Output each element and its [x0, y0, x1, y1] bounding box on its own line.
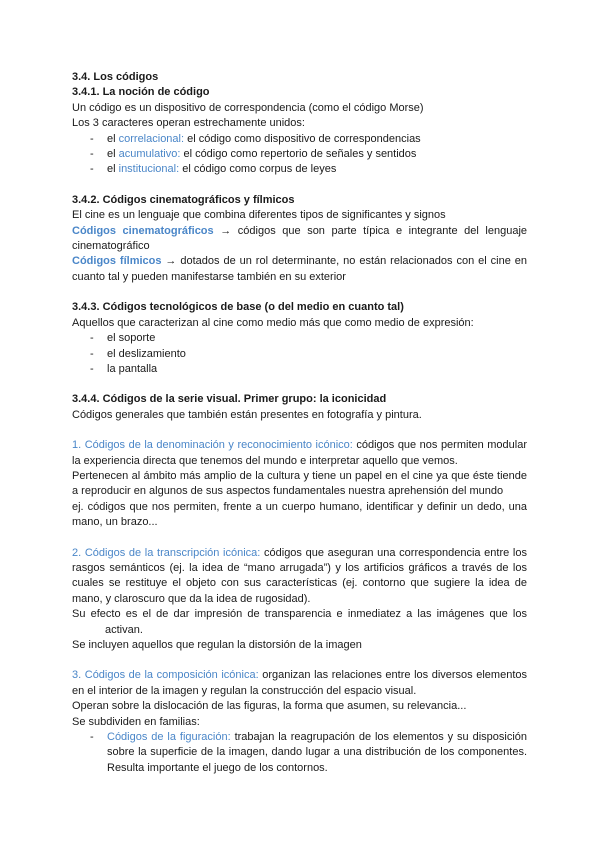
term: Códigos fílmicos — [72, 255, 162, 268]
paragraph: Un código es un dispositivo de correspondencia (como el código Morse) — [72, 101, 424, 114]
list-item: - el soporte — [90, 331, 527, 346]
term: 3. Códigos de la composición icónica: — [72, 669, 259, 682]
list-item: - el institucional: el código como corpus de leyes — [90, 162, 527, 177]
subsection-title: 3.4.2. Códigos cinematográficos y fílmicos — [72, 193, 295, 206]
paragraph-line: Se incluyen aquellos que regulan la distorsión de la imagen — [72, 639, 362, 651]
code-block-1: 1. Códigos de la denominación y reconocimiento icónico: códigos que nos permiten modular la experiencia directa que tenemos del mundo e interpretar aquello que vemos. Pertenecen al ámbito más amplio de la cultura y tiene un papel en el cine ya que éste tiende a reproducir en algunos de sus aspectos fundamentales nuestra aprehensión del mundo ej. códigos que nos permiten, frente a un cuerpo humano, identificar y definir un dedo, una mano, un brazo... — [72, 438, 527, 530]
term: Códigos de la figuración: — [107, 731, 231, 744]
paragraph: Códigos fílmicos → dotados de un rol determinante, no están relacionados con el cine en — [72, 255, 527, 268]
paragraph: El cine es un lenguaje que combina diferentes tipos de significantes y signos — [72, 209, 446, 222]
code-block-3: 3. Códigos de la composición icónica: organizan las relaciones entre los diversos elementos en el interior de la imagen y regulan la construcción del espacio visual. Operan sobre la dislocación de las figuras, la forma que asumen, su relevancia... Se subdividen en familias: - Códigos de la figuración: trabajan la reagrupación de los elementos y su disposición sobre la superficie de la imagen, dando lugar a una distribución de los componentes. Resulta importante el juego de los contornos. — [72, 668, 527, 776]
character-list — [72, 132, 527, 178]
paragraph-line: mano, un brazo... — [72, 516, 158, 529]
paragraph-line: a reproducir en algunos de sus aspectos fundamentales nuestra aprehensión del mundo — [72, 485, 504, 498]
subsection-title: 3.4.4. Códigos de la serie visual. Primer grupo: la iconicidad — [72, 393, 387, 406]
paragraph-line: cuanto tal y pueden manifestarse también en su exterior — [72, 270, 346, 283]
paragraph-line: cuales se restituye el objeto con sus características (ej. contorno que sugiere la idea de — [72, 577, 527, 590]
paragraph-line: la experiencia directa que tenemos del mundo e interpretar aquello que vemos. — [72, 454, 458, 467]
paragraph: Los 3 caracteres operan estrechamente unidos: — [72, 117, 305, 130]
paragraph-line: rasgos semánticos (ej. la idea de “mano arrugada”) y los artificios gráficos a través de los — [72, 561, 527, 574]
term: acumulativo: — [118, 148, 181, 161]
term: correlacional: — [118, 132, 185, 145]
list-item: - el deslizamiento — [90, 347, 527, 362]
paragraph-line: Operan sobre la dislocación de las figuras, la forma que asumen, su relevancia... — [72, 700, 467, 713]
paragraph: Aquellos que caracterizan al cine como medio más que como medio de expresión: — [72, 316, 474, 329]
term: 1. Códigos de la denominación y reconocimiento icónico: — [72, 439, 353, 452]
term: institucional: — [118, 163, 180, 176]
paragraph-line: mano, y claroscuro que da la idea de rugosidad). — [72, 592, 311, 605]
paragraph-line: activan. — [105, 623, 143, 636]
paragraph: Códigos cinematográficos → códigos que son parte típica e integrante del lenguaje — [72, 224, 527, 237]
list-item: - la pantalla — [90, 362, 527, 377]
term: Códigos cinematográficos — [72, 224, 214, 237]
paragraph-line: ej. códigos que nos permiten, frente a un cuerpo humano, identificar y definir un dedo, una — [72, 500, 527, 513]
paragraph-line: en el interior de la imagen y regulan la construcción del espacio visual. — [72, 684, 417, 697]
subsection-title: 3.4.1. La noción de código — [72, 86, 210, 99]
subsection-title: 3.4.3. Códigos tecnológicos de base (o del medio en cuanto tal) — [72, 301, 404, 314]
paragraph-line: sobre la superficie de la imagen, dando lugar a una distribución de los componentes. — [107, 746, 527, 759]
paragraph-line: Resulta importante el juego de los contornos. — [107, 761, 328, 774]
list-item: - Códigos de la figuración: trabajan la reagrupación de los elementos y su disposición sobre la superficie de la imagen, dando lugar a una distribución de los componentes. Resulta importante el juego de los contornos. — [90, 730, 527, 776]
paragraph: Códigos generales que también están presentes en fotografía y pintura. — [72, 408, 422, 421]
base-code-list — [72, 331, 527, 377]
list-item: - el correlacional: el código como dispositivo de correspondencias — [90, 132, 527, 147]
paragraph-line: Pertenecen al ámbito más amplio de la cultura y tiene un papel en el cine ya que éste tiende — [72, 469, 527, 482]
list-item: - el acumulativo: el código como repertorio de señales y sentidos — [90, 147, 527, 162]
term: 2. Códigos de la transcripción icónica: — [72, 546, 261, 559]
family-list — [72, 730, 527, 776]
code-block-2: 2. Códigos de la transcripción icónica: códigos que aseguran una correspondencia entre los rasgos semánticos (ej. la idea de “mano arrugada”) y los artificios gráficos a través de los cuales se restituye el objeto con sus características (ej. contorno que sugiere la idea de mano, y claroscuro que da la idea de rugosidad). Su efecto es el de dar impresión de transparencia e inmediatez a las imágenes que los activan. Se incluyen aquellos que regulan la distorsión de la imagen — [72, 546, 527, 654]
section-title: 3.4. Los códigos — [72, 71, 159, 83]
paragraph-line: Su efecto es el de dar impresión de transparencia e inmediatez a las imágenes que los — [72, 608, 527, 621]
paragraph-line: cinematográfico — [72, 240, 150, 253]
paragraph-line: Se subdividen en familias: — [72, 715, 200, 728]
